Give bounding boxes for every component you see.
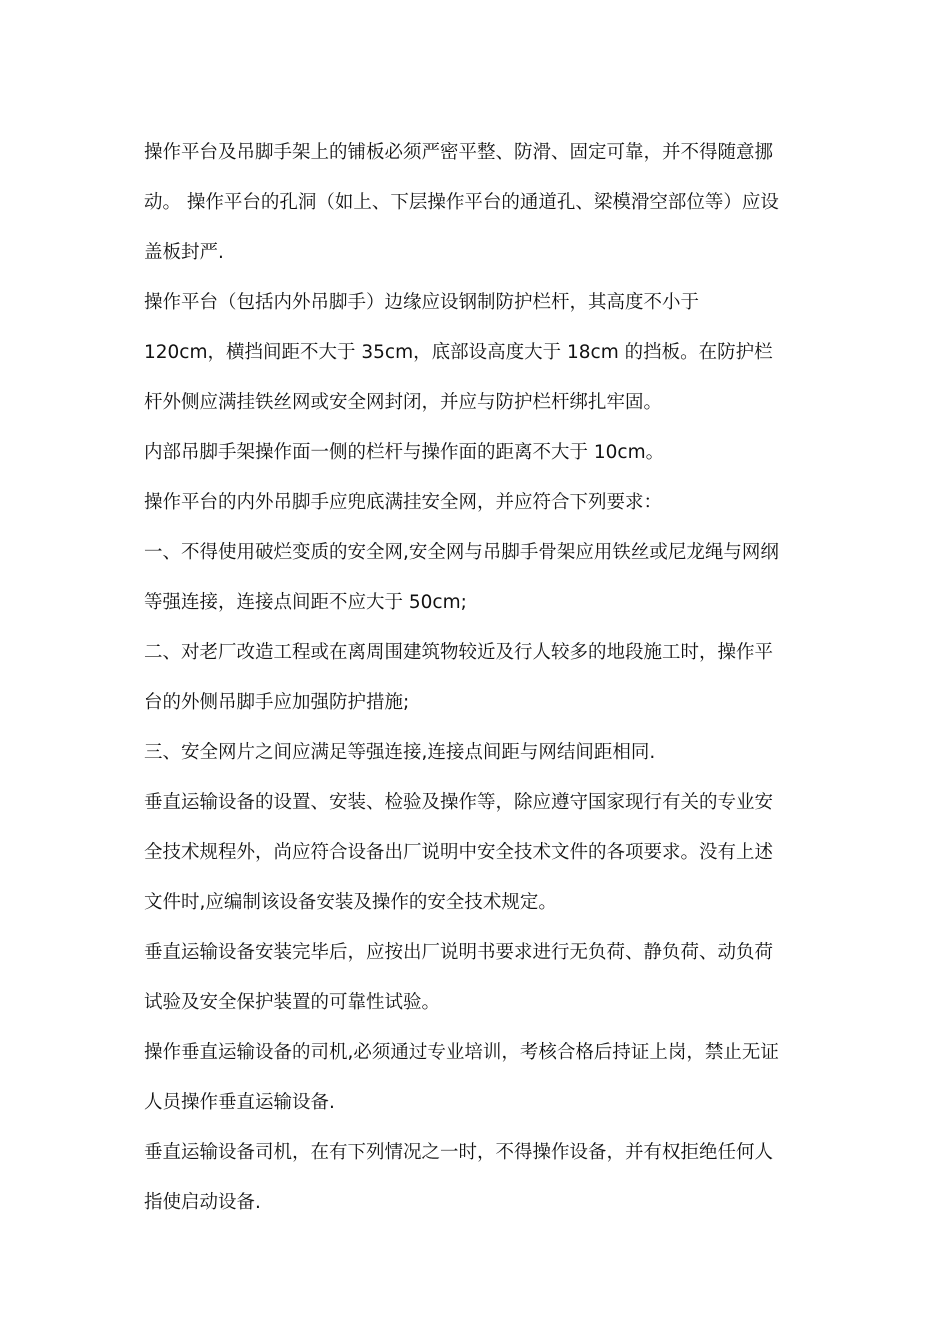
text-line: 一、不得使用破烂变质的安全网,安全网与吊脚手骨架应用铁丝或尼龙绳与网纲 (144, 542, 779, 563)
text-line: 指使启动设备. (144, 1192, 261, 1213)
text-line: 垂直运输设备安装完毕后，应按出厂说明书要求进行无负荷、静负荷、动负荷 (144, 942, 774, 963)
text-line: 内部吊脚手架操作面一侧的栏杆与操作面的距离不大于 10cm。 (144, 442, 665, 463)
text-line: 等强连接，连接点间距不应大于 50cm; (144, 592, 467, 613)
text-line: 盖板封严. (144, 242, 224, 263)
text-line: 试验及安全保护装置的可靠性试验。 (144, 992, 441, 1013)
text-line: 120cm，横挡间距不大于 35cm，底部设高度大于 18cm 的挡板。在防护栏 (144, 342, 773, 363)
text-line: 杆外侧应满挂铁丝网或安全网封闭，并应与防护栏杆绑扎牢固。 (144, 392, 663, 413)
text-line: 操作平台及吊脚手架上的铺板必须严密平整、防滑、固定可靠，并不得随意挪 (144, 142, 774, 163)
text-line: 全技术规程外，尚应符合设备出厂说明中安全技术文件的各项要求。没有上述 (144, 842, 774, 863)
text-line: 垂直运输设备的设置、安装、检验及操作等，除应遵守国家现行有关的专业安 (144, 792, 774, 813)
document-body (144, 128, 814, 1228)
text-line: 操作平台的内外吊脚手应兜底满挂安全网，并应符合下列要求： (144, 492, 663, 513)
text-line: 二、对老厂改造工程或在离周围建筑物较近及行人较多的地段施工时，操作平 (144, 642, 774, 663)
text-line: 操作平台（包括内外吊脚手）边缘应设钢制防护栏杆，其高度不小于 (144, 292, 700, 313)
text-line: 文件时,应编制该设备安装及操作的安全技术规定。 (144, 892, 557, 913)
text-line: 人员操作垂直运输设备. (144, 1092, 335, 1113)
text-line: 操作垂直运输设备的司机,必须通过专业培训，考核合格后持证上岗，禁止无证 (144, 1042, 779, 1063)
text-line: 垂直运输设备司机，在有下列情况之一时，不得操作设备，并有权拒绝任何人 (144, 1142, 774, 1163)
text-line: 三、安全网片之间应满足等强连接,连接点间距与网结间距相同. (144, 742, 656, 763)
text-line: 动。 操作平台的孔洞（如上、下层操作平台的通道孔、梁模滑空部位等）应设 (144, 192, 779, 213)
text-line: 台的外侧吊脚手应加强防护措施; (144, 692, 410, 713)
